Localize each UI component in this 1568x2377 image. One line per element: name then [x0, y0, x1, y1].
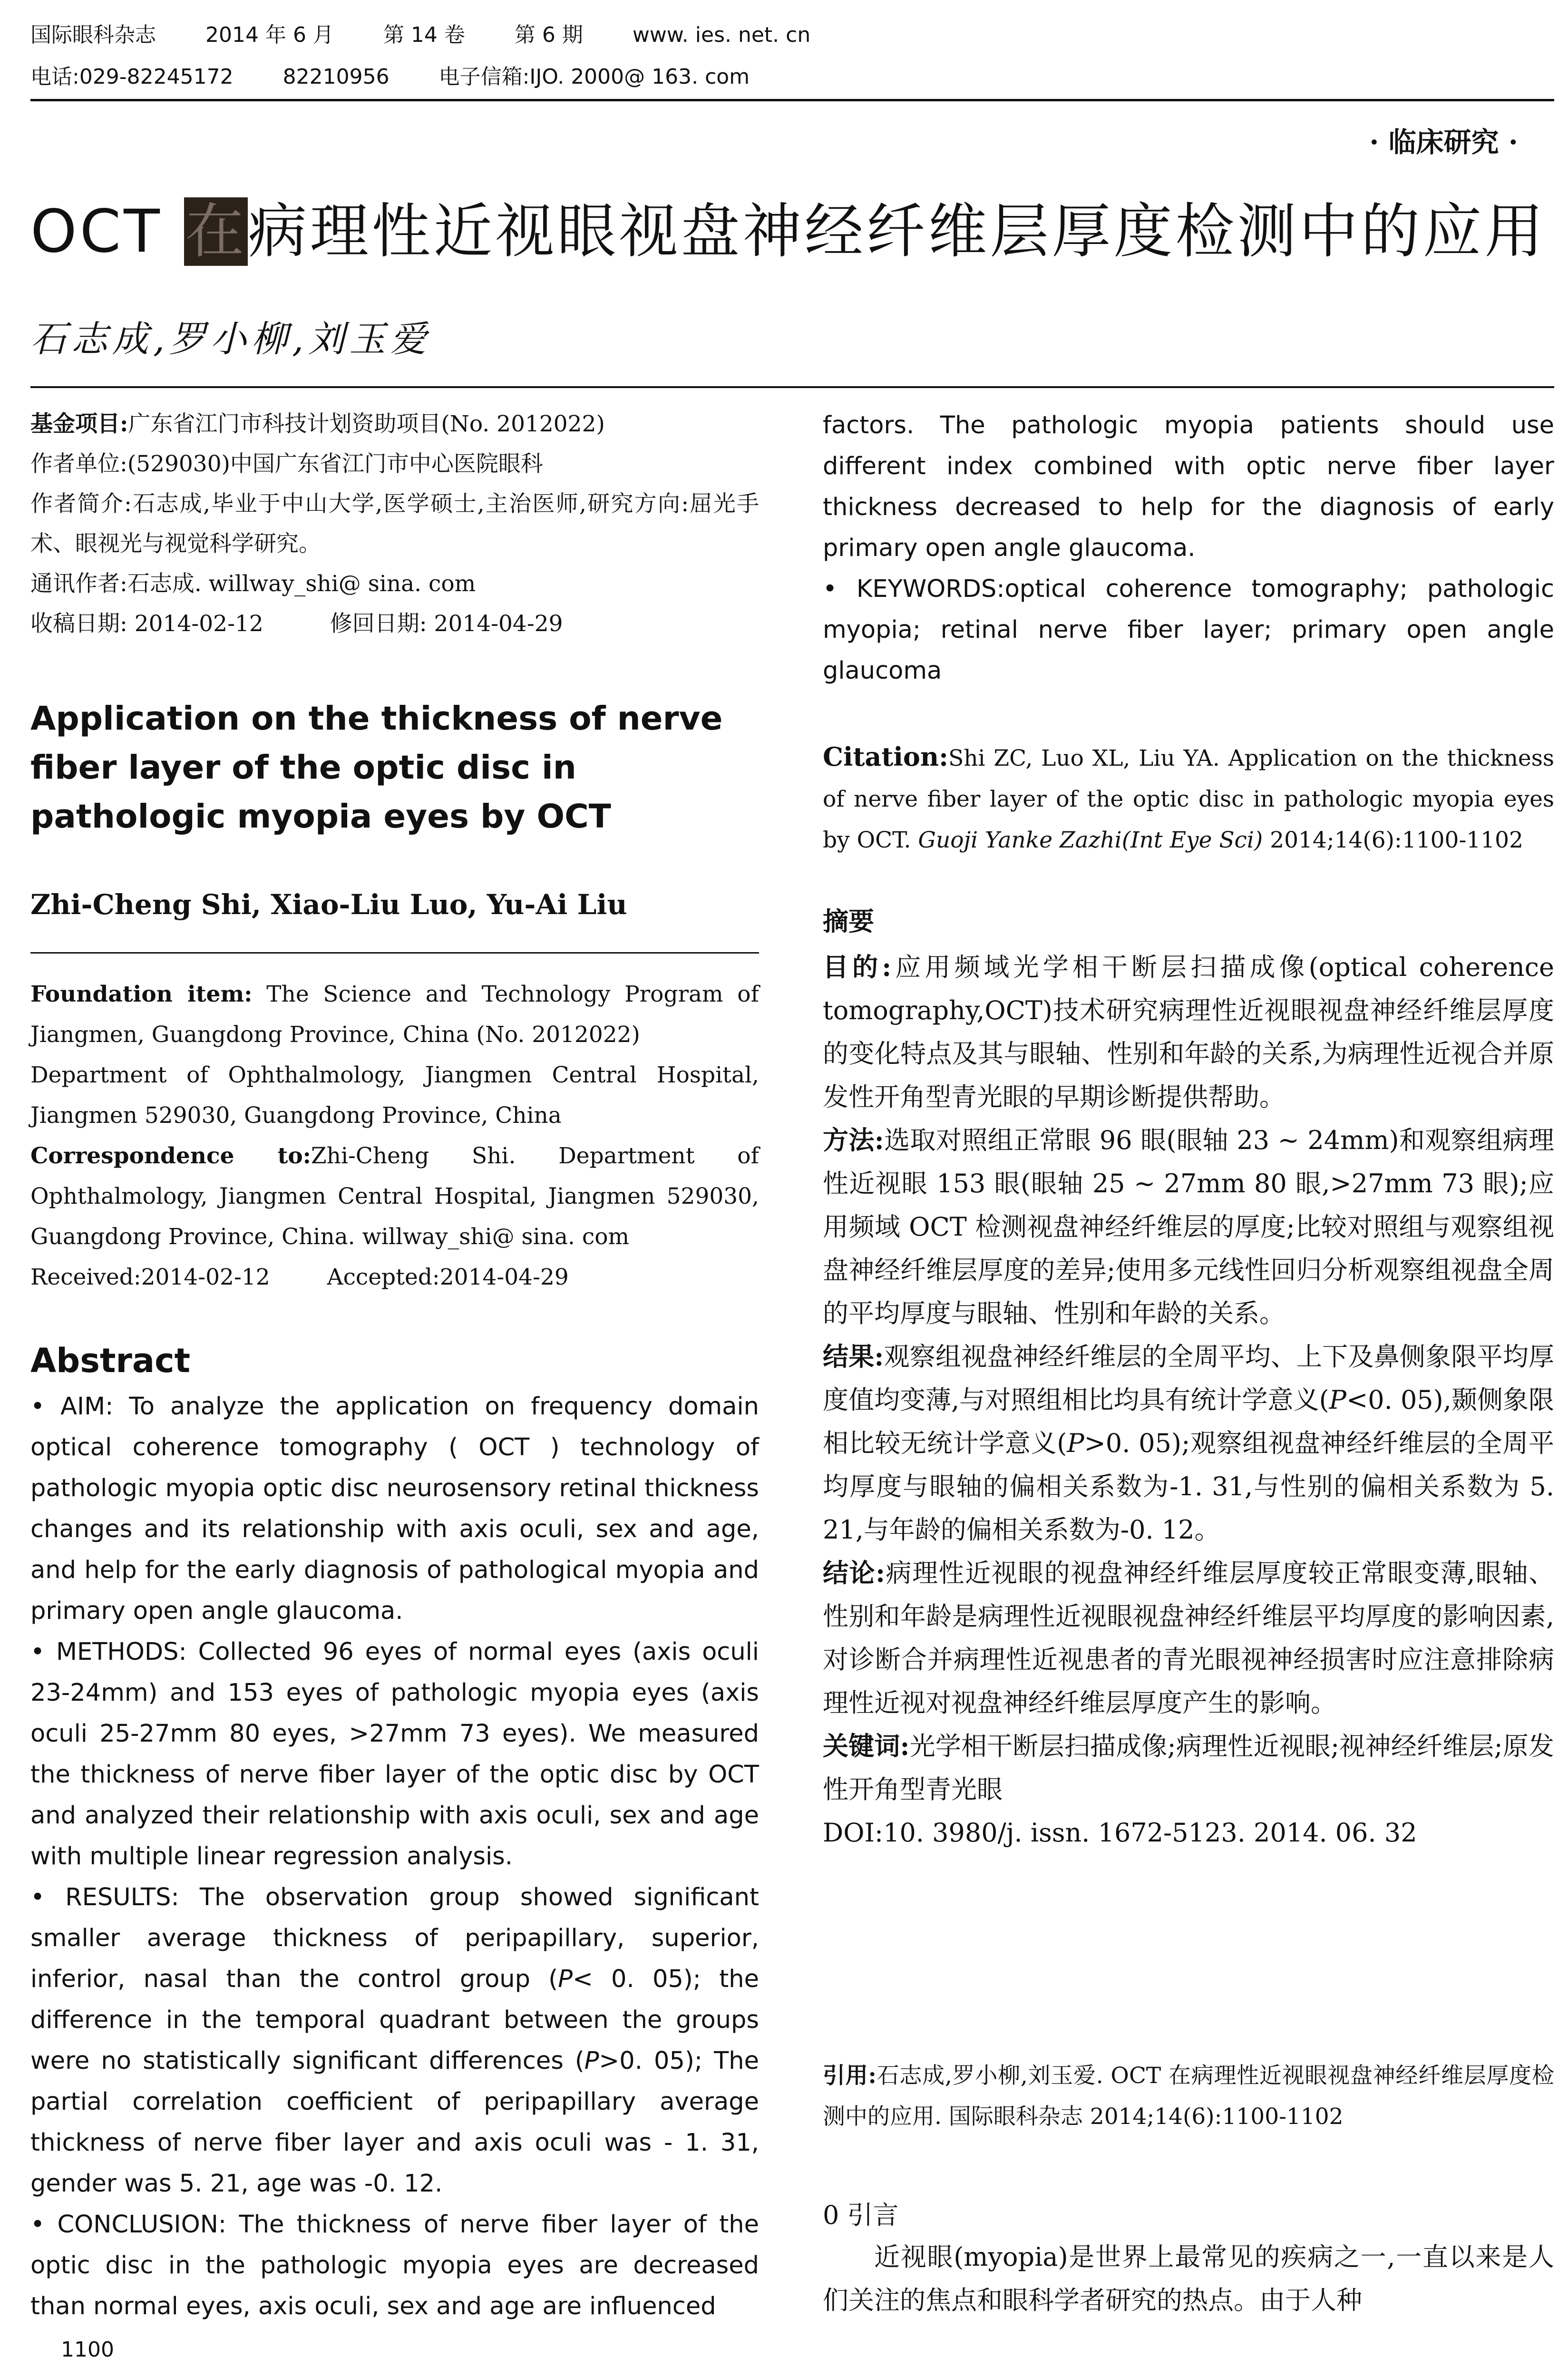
title-prefix: OCT — [30, 197, 163, 266]
running-header-line-1 — [30, 20, 853, 50]
intro-body — [823, 2235, 1554, 2322]
cn-results-text-a: 观察组视盘神经纤维层的全周平均、上下及鼻侧象限平均厚度值均变薄,与对照组相比均具有统计学意义( — [823, 1342, 1555, 1415]
cn-results-text-c: >0. 05);观察组视盘神经纤维层的全周平均厚度与眼轴的偏相关系数为-1. 31,与性别的偏相关系数为 5. 21,与年龄的偏相关系数为-0. 12。 — [823, 1428, 1554, 1545]
cn-methods-label: 方法: — [823, 1125, 884, 1155]
abstract-body-cont — [823, 405, 1554, 692]
results-label: • RESULTS: — [30, 1883, 179, 1911]
abstract-heading: Abstract — [30, 1341, 191, 1380]
citation-journal: Guoji Yanke Zazhi(Int Eye Sci) — [918, 827, 1263, 853]
accepted-en: Accepted:2014-04-29 — [327, 1264, 569, 1290]
en-meta-block — [30, 974, 759, 1297]
foundation-text: The Science and Technology Program of Jiangmen, Guangdong Province, China (No. 2012022) — [30, 981, 759, 1048]
fund-label: 基金项目: — [30, 411, 128, 437]
unit-label: 作者单位: — [30, 451, 127, 477]
results-p1: P — [558, 1965, 573, 1993]
running-header-line-2 — [30, 62, 792, 92]
en-authors-block — [30, 888, 759, 921]
keywords-label: • KEYWORDS: — [823, 575, 1005, 603]
unit-text: (529030)中国广东省江门市中心医院眼科 — [127, 451, 543, 477]
conclusion-text: The thickness of nerve fiber layer of the optic disc in the pathologic myopia eyes are decreased than normal eyes, axis oculi, sex and age are influenced — [30, 2211, 759, 2320]
bio-text: 石志成,毕业于中山大学,医学硕士,主治医师,研究方向:屈光手术、眼视光与视觉科学研究。 — [30, 491, 759, 557]
phone: 电话:029-82245172 — [30, 65, 234, 89]
conclusion-text-cont: factors. The pathologic myopia patients should use different index combined with optic nerve fiber layer thickness decreased to help for the diagnosis of early primary open angle glaucoma. — [823, 411, 1554, 562]
authors-cn: 石志成,罗小柳,刘玉爱 — [30, 318, 431, 360]
page-number: 1100 — [61, 2338, 114, 2362]
cn-abstract-heading: 摘要 — [823, 906, 874, 936]
website-link[interactable]: www. ies. net. cn — [632, 23, 811, 47]
cn-keywords-label: 关键词: — [823, 1731, 910, 1761]
cn-methods-text: 选取对照组正常眼 96 眼(眼轴 23 ~ 24mm)和观察组病理性近视眼 153 眼(眼轴 25 ~ 27mm 80 眼,>27mm 73 眼);应用频域 OCT 检测视盘神经纤维层的厚度;比较对照组与观察组视盘神经纤维层厚度的差异;使用多元线性回归分析观察组视盘全周的平均厚度与眼轴、性别和年龄的关系。 — [823, 1125, 1554, 1328]
aim-label: • AIM: — [30, 1393, 114, 1421]
methods-label: • METHODS: — [30, 1638, 187, 1666]
en-authors-rule — [30, 952, 759, 954]
citation-block — [823, 736, 1554, 861]
en-title: Application on the thickness of nerve fiber layer of the optic disc in pathologic myopia eyes by OCT — [30, 700, 723, 836]
department-text: Department of Ophthalmology, Jiangmen Central Hospital, Jiangmen 529030, Guangdong Province, China — [30, 1062, 759, 1129]
corr-label: 通讯作者: — [30, 571, 127, 597]
section-tag: · 临床研究 · — [1369, 126, 1518, 158]
fund-text: 广东省江门市科技计划资助项目(No. 2012022) — [128, 411, 605, 437]
aim-text: To analyze the application on frequency domain optical coherence tomography ( OCT ) technology of pathologic myopia optic disc neurosensory retinal thickness changes and its relationship with axis oculi, sex and age, and help for the early diagnosis of pathological myopia and primary open angle glaucoma. — [30, 1393, 759, 1625]
correspondence-text: Zhi-Cheng Shi. Department of Ophthalmology, Jiangmen Central Hospital, Jiangmen 529030, Guangdong Province, China. willway_shi@ sina. com — [30, 1143, 759, 1250]
abstract-heading-block — [30, 1341, 759, 1380]
journal-name: 国际眼科杂志 — [30, 23, 156, 47]
correspondence-label: Correspondence to: — [30, 1143, 312, 1169]
issue-number: 第 6 期 — [514, 23, 583, 47]
doi: DOI:10. 3980/j. issn. 1672-5123. 2014. 06. 32 — [823, 1818, 1417, 1848]
title-rest: 病理性近视眼视盘神经纤维层厚度检测中的应用 — [248, 197, 1547, 266]
cn-cite-text: 石志成,罗小柳,刘玉爱. OCT 在病理性近视眼视盘神经纤维层厚度检测中的应用. 国际眼科杂志 2014;14(6):1100-1102 — [823, 2063, 1554, 2130]
received-en: Received:2014-02-12 — [30, 1264, 270, 1290]
results-text-c: >0. 05); The partial correlation coefficient of peripapillary average thickness of nerve fiber layer and axis oculi was - 1. 31, gender was 5. 21, age was -0. 12. — [30, 2047, 759, 2198]
foundation-label: Foundation item: — [30, 981, 253, 1007]
revised-cn: 修回日期: 2014-04-29 — [330, 611, 563, 637]
received-cn: 收稿日期: 2014-02-12 — [30, 611, 263, 637]
header-rule — [30, 99, 1554, 101]
cn-conclusion-text: 病理性近视眼的视盘神经纤维层厚度较正常眼变薄,眼轴、性别和年龄是病理性近视眼视盘神经纤维层平均厚度的影响因素,对诊断合并病理性近视患者的青光眼视神经损害时应注意排除病理性近视对视盘神经纤维层厚度产生的影响。 — [823, 1558, 1554, 1718]
title-rule — [30, 386, 1554, 388]
issue-date: 2014 年 6 月 — [205, 23, 334, 47]
results-text-a: The observation group showed significant smaller average thickness of peripapillary, superior, inferior, nasal than the control group ( — [30, 1883, 759, 1993]
cn-cite-label: 引用: — [823, 2063, 877, 2089]
cn-results-p2: P — [1067, 1428, 1084, 1458]
results-text-b: < 0. 05); the difference in the temporal quadrant between the groups were no statistically significant differences ( — [30, 1965, 759, 2075]
phone-2: 82210956 — [282, 65, 390, 89]
cn-abstract-body — [823, 945, 1554, 1854]
intro-heading: 0 引言 — [823, 2200, 899, 2230]
bio-label: 作者简介: — [30, 491, 132, 517]
cn-conclusion-label: 结论: — [823, 1558, 885, 1588]
cn-cite-block — [823, 2056, 1554, 2137]
results-p2: P — [584, 2047, 599, 2075]
methods-text: Collected 96 eyes of normal eyes (axis oculi 23-24mm) and 153 eyes of pathologic myopia eyes (axis oculi 25-27mm 80 eyes, >27mm 73 eyes). We measured the thickness of nerve fiber layer of the optic disc by OCT and analyzed their relationship with axis oculi, sex and age with multiple linear regression analysis. — [30, 1638, 759, 1870]
abstract-body — [30, 1386, 759, 2327]
cn-results-label: 结果: — [823, 1341, 884, 1372]
intro-text: 近视眼(myopia)是世界上最常见的疾病之一,一直以来是人们关注的焦点和眼科学者研究的热点。由于人种 — [823, 2242, 1554, 2315]
cn-aim-label: 目的: — [823, 952, 892, 982]
cn-results-text-b: <0. 05),颞侧象限相比较无统计学意义( — [823, 1385, 1554, 1458]
cn-keywords-text: 光学相干断层扫描成像;病理性近视眼;视神经纤维层;原发性开角型青光眼 — [823, 1731, 1554, 1804]
keywords-text: optical coherence tomography; pathologic myopia; retinal nerve fiber layer; primary open angle glaucoma — [823, 575, 1554, 685]
en-authors: Zhi-Cheng Shi, Xiao-Liu Luo, Yu-Ai Liu — [30, 888, 627, 921]
cn-aim-text: 应用频域光学相干断层扫描成像(optical coherence tomography,OCT)技术研究病理性近视眼视盘神经纤维层厚度的变化特点及其与眼轴、性别和年龄的关系,为病理性近视合并原发性开角型青光眼的早期诊断提供帮助。 — [823, 952, 1554, 1112]
citation-label: Citation: — [823, 741, 949, 772]
email-link[interactable]: 电子信箱:IJO. 2000@ 163. com — [438, 65, 750, 89]
page-title — [30, 196, 1546, 267]
citation-text-a: Shi ZC, Luo XL, Liu YA. Application on the thickness of nerve fiber layer of the optic disc in pathologic myopia eyes by OCT. — [823, 745, 1554, 853]
cn-results-p1: P — [1329, 1385, 1346, 1415]
title-highlight: 在 — [185, 197, 247, 266]
conclusion-label: • CONCLUSION: — [30, 2211, 227, 2239]
volume: 第 14 卷 — [383, 23, 465, 47]
citation-text-b: 2014;14(6):1100-1102 — [1270, 827, 1523, 853]
cn-meta-block — [30, 404, 759, 644]
corr-text: 石志成. willway_shi@ sina. com — [127, 571, 476, 597]
en-title-block — [30, 694, 759, 841]
